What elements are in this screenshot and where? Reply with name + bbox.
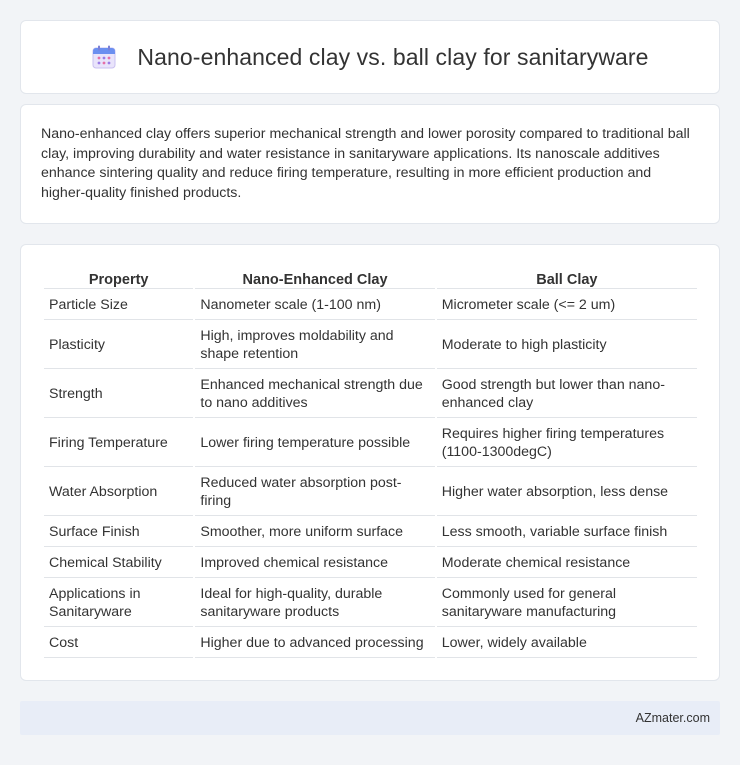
nano-clay-cell: Enhanced mechanical strength due to nano additives xyxy=(195,371,434,418)
property-cell: Chemical Stability xyxy=(44,549,193,578)
table-row xyxy=(44,580,697,627)
ball-clay-cell: Moderate to high plasticity xyxy=(437,322,697,369)
ball-clay-cell: Less smooth, variable surface finish xyxy=(437,518,697,547)
title-wrap xyxy=(91,44,648,71)
comparison-card xyxy=(20,244,720,681)
nano-clay-cell: High, improves moldability and shape retention xyxy=(195,322,434,369)
table-row xyxy=(44,291,697,320)
ball-clay-cell: Lower, widely available xyxy=(437,629,697,658)
property-cell: Water Absorption xyxy=(44,469,193,516)
ball-clay-cell: Moderate chemical resistance xyxy=(437,549,697,578)
table-header-row xyxy=(44,267,697,289)
nano-clay-cell: Ideal for high-quality, durable sanitaryware products xyxy=(195,580,434,627)
table-row xyxy=(44,629,697,658)
nano-clay-cell: Reduced water absorption post-firing xyxy=(195,469,434,516)
property-cell: Cost xyxy=(44,629,193,658)
table-row xyxy=(44,469,697,516)
column-header-nano-enhanced-clay: Nano-Enhanced Clay xyxy=(195,267,434,289)
ball-clay-cell: Requires higher firing temperatures (1100-1300degC) xyxy=(437,420,697,467)
nano-clay-cell: Lower firing temperature possible xyxy=(195,420,434,467)
table-row xyxy=(44,371,697,418)
property-cell: Strength xyxy=(44,371,193,418)
property-cell: Applications in Sanitaryware xyxy=(44,580,193,627)
nano-clay-cell: Smoother, more uniform surface xyxy=(195,518,434,547)
table-row xyxy=(44,518,697,547)
comparison-table xyxy=(42,265,699,660)
table-row xyxy=(44,420,697,467)
column-header-ball-clay: Ball Clay xyxy=(437,267,697,289)
ball-clay-cell: Good strength but lower than nano-enhanced clay xyxy=(437,371,697,418)
title-card xyxy=(20,20,720,94)
description-text: Nano-enhanced clay offers superior mechanical strength and lower porosity compared to traditional ball clay, improving durability and water resistance in sanitaryware applications. Its nanoscale additives enhance sintering quality and reduce firing temperature, resulting in more efficient production and higher-quality finished products. xyxy=(41,126,690,201)
footer-source: AZmater.com xyxy=(635,711,710,725)
table-row xyxy=(44,322,697,369)
property-cell: Plasticity xyxy=(44,322,193,369)
property-cell: Firing Temperature xyxy=(44,420,193,467)
property-cell: Surface Finish xyxy=(44,518,193,547)
description-card xyxy=(20,104,720,224)
ball-clay-cell: Micrometer scale (<= 2 um) xyxy=(437,291,697,320)
table-row xyxy=(44,549,697,578)
ball-clay-cell: Higher water absorption, less dense xyxy=(437,469,697,516)
column-header-property: Property xyxy=(44,267,193,289)
nano-clay-cell: Higher due to advanced processing xyxy=(195,629,434,658)
nano-clay-cell: Improved chemical resistance xyxy=(195,549,434,578)
page-title: Nano-enhanced clay vs. ball clay for sanitaryware xyxy=(137,43,649,70)
property-cell: Particle Size xyxy=(44,291,193,320)
footer xyxy=(20,701,720,735)
calendar-icon xyxy=(91,44,117,70)
nano-clay-cell: Nanometer scale (1-100 nm) xyxy=(195,291,434,320)
ball-clay-cell: Commonly used for general sanitaryware manufacturing xyxy=(437,580,697,627)
